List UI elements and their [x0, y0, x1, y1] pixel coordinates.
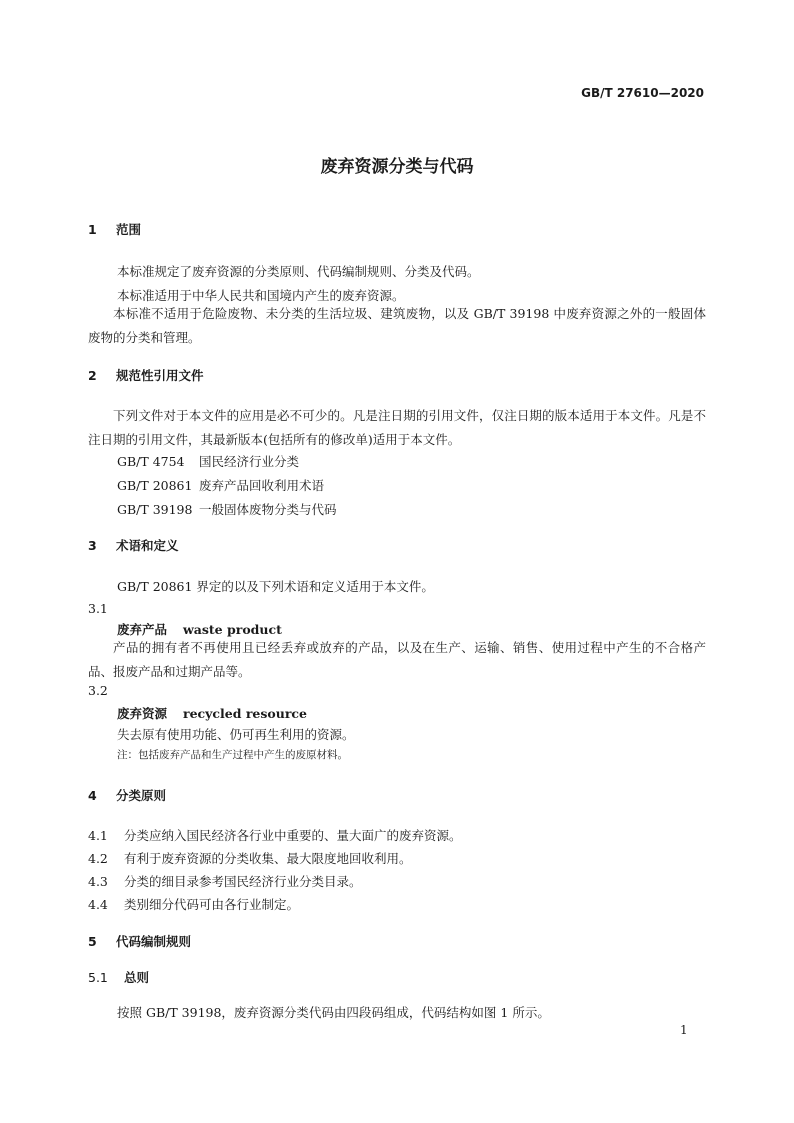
s3-intro: GB/T 20861 界定的以及下列术语和定义适用于本文件。 — [117, 579, 434, 594]
item-text: 分类应纳入国民经济各行业中重要的、量大面广的废弃资源。 — [124, 828, 462, 843]
page-number: 1 — [680, 1023, 688, 1037]
term-entry — [117, 704, 307, 722]
reference-title: 废弃产品回收利用术语 — [199, 478, 325, 493]
section-title: 范围 — [116, 222, 142, 237]
term-number: 3.2 — [88, 683, 108, 698]
reference-item — [117, 476, 324, 494]
section-3-heading — [88, 536, 179, 554]
term-en: recycled resource — [183, 706, 307, 721]
term-en: waste product — [183, 622, 282, 637]
section-4-heading — [88, 786, 166, 804]
subsection-5-1-heading — [88, 968, 149, 986]
reference-code: GB/T 4754 — [117, 454, 185, 469]
document-title: 废弃资源分类与代码 — [320, 157, 474, 177]
term-definition: 产品的拥有者不再使用且已经丢弃或放弃的产品，以及在生产、运输、销售、使用过程中产生的不合格产品、报废产品和过期产品等。 — [88, 640, 706, 679]
principle-item — [88, 872, 362, 890]
subsection-number: 5.1 — [88, 970, 108, 985]
item-text: 类别细分代码可由各行业制定。 — [124, 897, 300, 912]
principle-item — [88, 826, 462, 844]
s1-paragraph-1: 本标准规定了废弃资源的分类原则、代码编制规则、分类及代码。 — [117, 264, 480, 279]
section-title: 代码编制规则 — [116, 934, 192, 949]
item-number: 4.3 — [88, 874, 108, 889]
term-zh: 废弃资源 — [117, 706, 168, 721]
term-note: 注：包括废弃产品和生产过程中产生的废原材料。 — [117, 749, 348, 761]
standard-code: GB/T 27610—2020 — [581, 86, 704, 100]
reference-code: GB/T 20861 — [117, 478, 193, 493]
section-title: 术语和定义 — [116, 538, 179, 553]
reference-title: 一般固体废物分类与代码 — [199, 502, 337, 517]
item-number: 4.1 — [88, 828, 108, 843]
reference-item — [117, 452, 299, 470]
item-text: 有利于废弃资源的分类收集、最大限度地回收利用。 — [124, 851, 412, 866]
s5-1-paragraph: 按照 GB/T 39198，废弃资源分类代码由四段码组成，代码结构如图 1 所示。 — [117, 1005, 550, 1020]
section-number: 5 — [88, 934, 97, 949]
subsection-title: 总则 — [124, 970, 150, 985]
principle-item — [88, 895, 299, 913]
s1-paragraph-2: 本标准适用于中华人民共和国境内产生的废弃资源。 — [117, 288, 405, 303]
section-number: 4 — [88, 788, 97, 803]
reference-item — [117, 500, 337, 518]
section-1-heading — [88, 220, 141, 238]
section-2-heading — [88, 366, 204, 384]
reference-title: 国民经济行业分类 — [199, 454, 300, 469]
reference-code: GB/T 39198 — [117, 502, 193, 517]
item-number: 4.2 — [88, 851, 108, 866]
term-number: 3.1 — [88, 601, 108, 616]
term-definition: 失去原有使用功能、仍可再生利用的资源。 — [117, 727, 355, 742]
section-number: 2 — [88, 368, 97, 383]
section-number: 1 — [88, 222, 97, 237]
s2-intro: 下列文件对于本文件的应用是必不可少的。凡是注日期的引用文件，仅注日期的版本适用于本文件。凡是不注日期的引用文件，其最新版本(包括所有的修改单)适用于本文件。 — [88, 408, 706, 447]
principle-item — [88, 849, 412, 867]
section-title: 规范性引用文件 — [116, 368, 204, 383]
section-title: 分类原则 — [116, 788, 167, 803]
item-text: 分类的细目录参考国民经济行业分类目录。 — [124, 874, 362, 889]
term-zh: 废弃产品 — [117, 622, 168, 637]
section-5-heading — [88, 932, 191, 950]
s1-paragraph-3: 本标准不适用于危险废物、未分类的生活垃圾、建筑废物，以及 GB/T 39198 中废弃资源之外的一般固体废物的分类和管理。 — [88, 306, 706, 345]
item-number: 4.4 — [88, 897, 108, 912]
section-number: 3 — [88, 538, 97, 553]
